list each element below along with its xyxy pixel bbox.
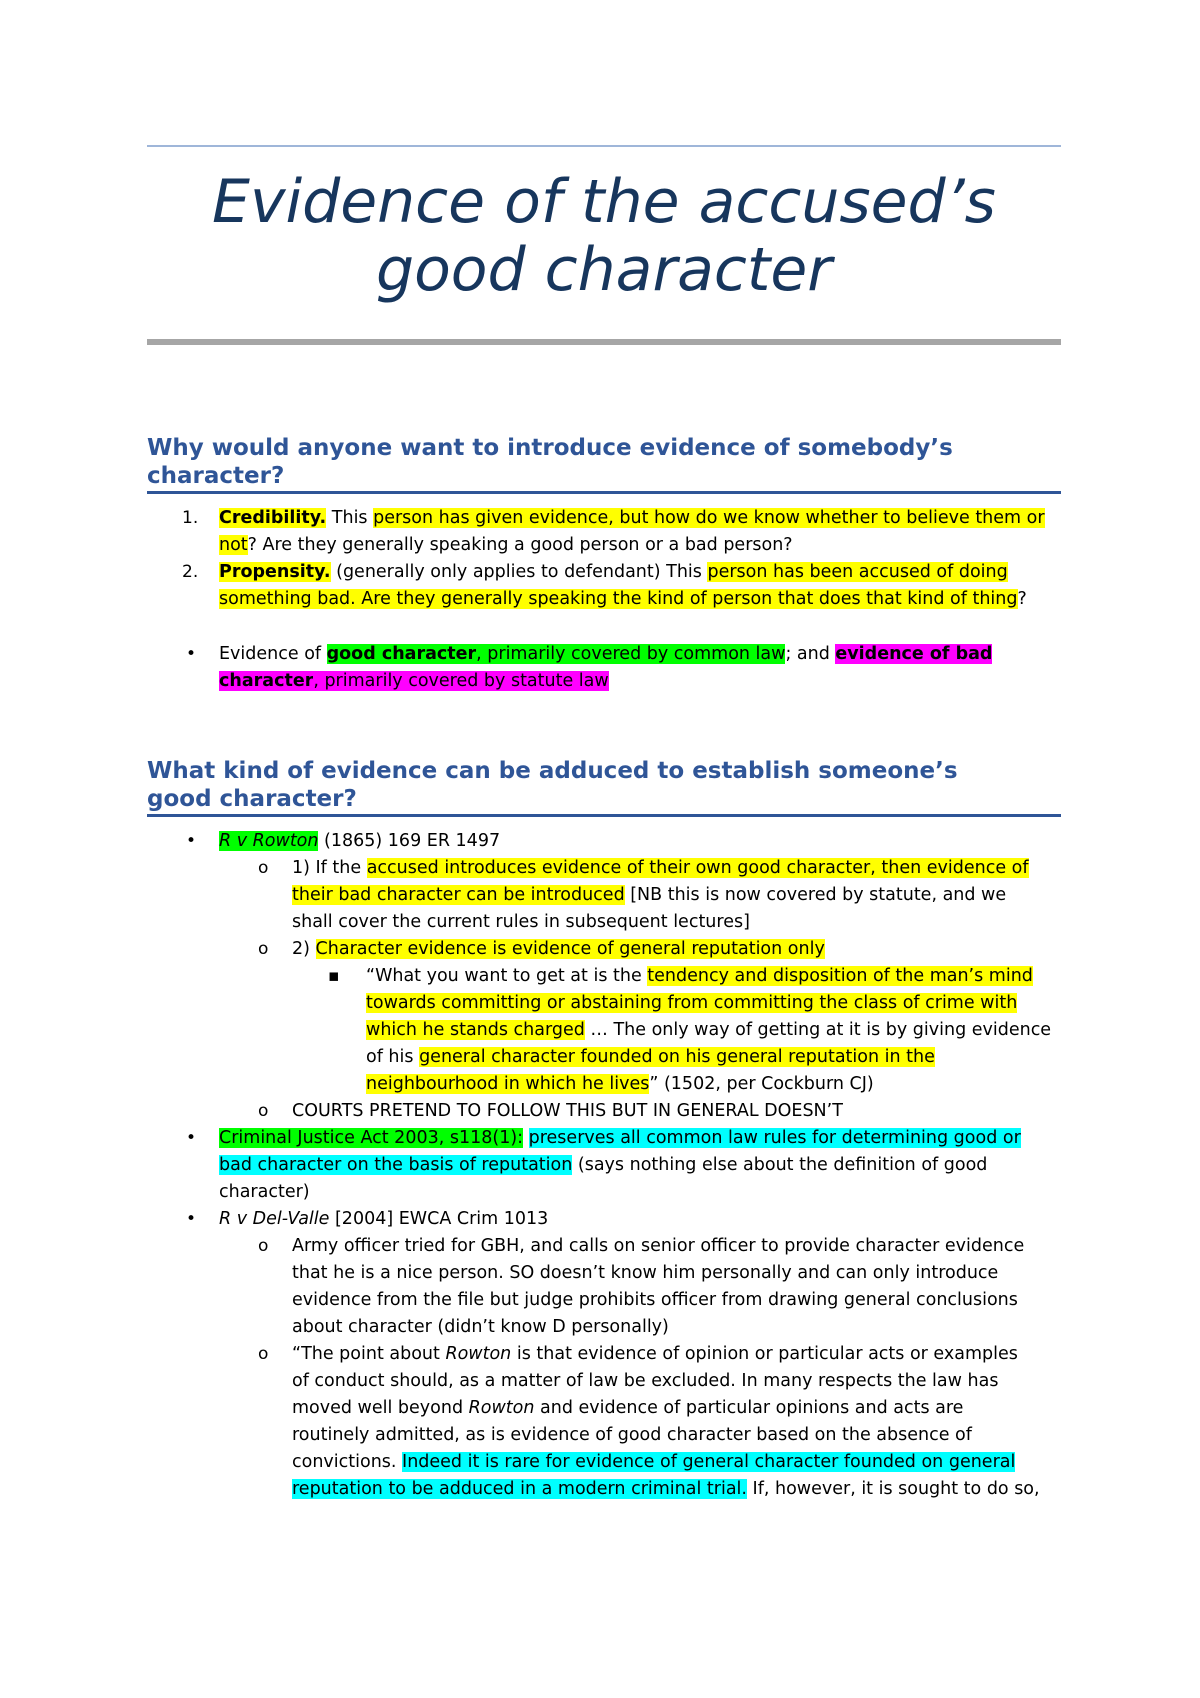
heading-underline [147,491,1061,494]
title-line-2: good character [376,235,832,305]
text: 2) [292,939,316,959]
del-valle-quote-cont [292,1422,972,1449]
cja-2003-cont [219,1152,987,1179]
rowton-quote-cont [366,1044,935,1071]
text: is that evidence of opinion or particular acts or examples [511,1344,1018,1364]
list-item-propensity-cont [219,586,1027,613]
highlighted-text: bad character on the basis of reputation [219,1155,573,1175]
list-number: 2. [182,562,199,582]
case-name: R v Rowton [219,831,319,851]
del-valle-quote-cont [292,1368,998,1395]
text: “What you want to get at is the [366,966,648,986]
del-valle-quote-cont [292,1449,1015,1476]
highlighted-text: neighbourhood in which he lives [366,1074,650,1094]
highlighted-text: towards committing or abstaining from committing the class of crime with [366,993,1018,1013]
rowton-quote-cont [366,1071,874,1098]
rowton-point-2 [292,936,825,963]
del-valle-quote-cont [292,1476,1040,1503]
case-name: R v Del-Valle [219,1209,330,1229]
highlighted-text: person has given evidence, but how do we know whether to believe them or [373,508,1045,528]
bullet-marker: • [186,831,197,851]
rowton-quote [366,963,1033,990]
bullet-good-bad-character [219,641,992,668]
highlighted-text: which he stands charged [366,1020,585,1040]
text: ; and [785,644,836,664]
text: This [326,508,374,528]
highlighted-text: reputation to be adduced in a modern criminal trial. [292,1479,747,1499]
highlighted-text: something bad. Are they generally speaking the kind of person that does that kind of thing [219,589,1018,609]
text: ? [1017,589,1027,609]
title-top-rule [147,145,1061,147]
text: that he is a nice person. SO doesn’t know him personally and can only introduce [292,1263,999,1283]
del-valle-summary-cont [292,1260,998,1287]
circle-marker: o [258,939,269,959]
text: evidence from the file but judge prohibits officer from drawing general conclusions [292,1290,1018,1310]
heading-line: Why would anyone want to introduce evidence of somebody’s [147,435,953,461]
case-del-valle [219,1206,548,1233]
highlighted-text: good character [326,644,477,664]
text: “The point about [292,1344,446,1364]
del-valle-summary [292,1233,1024,1260]
text [523,1128,529,1148]
label: Propensity. [219,562,331,582]
highlighted-text: person has been accused of doing [707,562,1008,582]
highlighted-text: accused introduces evidence of their own good character, then evidence of [366,858,1029,878]
citation: (1865) 169 ER 1497 [318,831,501,851]
del-valle-summary-cont [292,1314,669,1341]
rowton-point-1-cont [292,909,750,936]
circle-marker: o [258,1236,269,1256]
text: character) [219,1182,310,1202]
section-heading-what-kind [147,757,1061,813]
cja-2003 [219,1125,1021,1152]
text: … The only way of getting at it is by giving evidence [584,1020,1052,1040]
highlighted-text: , primarily covered by statute law [313,671,609,691]
rowton-quote-cont [366,1017,1051,1044]
text: about character (didn’t know D personally) [292,1317,669,1337]
case-name: Rowton [468,1398,535,1418]
text: shall cover the current rules in subsequent lectures] [292,912,750,932]
text: routinely admitted, as is evidence of good character based on the absence of [292,1425,972,1445]
text: convictions. [292,1452,403,1472]
citation: [2004] EWCA Crim 1013 [329,1209,549,1229]
text: Evidence of [219,644,327,664]
heading-underline [147,814,1061,817]
text: [NB this is now covered by statute, and we [624,885,1007,905]
del-valle-summary-cont [292,1287,1018,1314]
list-item-propensity [219,559,1008,586]
highlighted-text: preserves all common law rules for determining good or [528,1128,1021,1148]
text: of his [366,1047,420,1067]
section-heading-why [147,434,1061,490]
highlighted-text: Indeed it is rare for evidence of general character founded on general [402,1452,1016,1472]
rowton-point-1 [292,855,1029,882]
highlighted-text: tendency and disposition of the man’s mind [647,966,1033,986]
text: ” (1502, per Cockburn CJ) [649,1074,874,1094]
list-item-credibility-cont [219,532,793,559]
text: ? Are they generally speaking a good person or a bad person? [247,535,793,555]
text: and evidence of particular opinions and acts are [534,1398,964,1418]
case-rowton [219,828,500,855]
page-title [147,168,1061,304]
rowton-point-3 [292,1098,843,1125]
title-line-1: Evidence of the accused’s [212,167,996,237]
del-valle-quote [292,1341,1018,1368]
text: COURTS PRETEND TO FOLLOW THIS BUT IN GENERAL DOESN’T [292,1101,843,1121]
highlighted-text: Criminal Justice Act 2003, s118(1): [219,1128,524,1148]
highlighted-text: Character evidence is evidence of general reputation only [315,939,825,959]
highlighted-text: character [219,671,314,691]
heading-line: What kind of evidence can be adduced to establish someone’s [147,758,958,784]
del-valle-quote-cont [292,1395,963,1422]
circle-marker: o [258,858,269,878]
bullet-marker: • [186,644,197,664]
text: Army officer tried for GBH, and calls on senior officer to provide character evidence [292,1236,1025,1256]
cja-2003-cont [219,1179,310,1206]
square-marker: ▪ [328,966,340,986]
text: (generally only applies to defendant) This [330,562,708,582]
rowton-point-1-cont [292,882,1006,909]
bullet-marker: • [186,1128,197,1148]
bullet-marker: • [186,1209,197,1229]
title-bottom-rule [147,339,1061,345]
highlighted-text: general character founded on his general reputation in the [419,1047,935,1067]
highlighted-text: not [219,535,248,555]
text: moved well beyond [292,1398,469,1418]
highlighted-text: evidence of bad [835,644,993,664]
list-number: 1. [182,508,199,528]
heading-line: character? [147,463,285,489]
label: Credibility. [219,508,327,528]
text: If, however, it is sought to do so, [746,1479,1040,1499]
text: of conduct should, as a matter of law be excluded. In many respects the law has [292,1371,999,1391]
rowton-quote-cont [366,990,1017,1017]
bullet-good-bad-character-cont [219,668,609,695]
highlighted-text: , primarily covered by common law [476,644,786,664]
circle-marker: o [258,1101,269,1121]
circle-marker: o [258,1344,269,1364]
list-item-credibility [219,505,1045,532]
heading-line: good character? [147,786,357,812]
text: 1) If the [292,858,367,878]
text: (says nothing else about the definition of good [572,1155,988,1175]
case-name: Rowton [445,1344,512,1364]
highlighted-text: their bad character can be introduced [292,885,625,905]
